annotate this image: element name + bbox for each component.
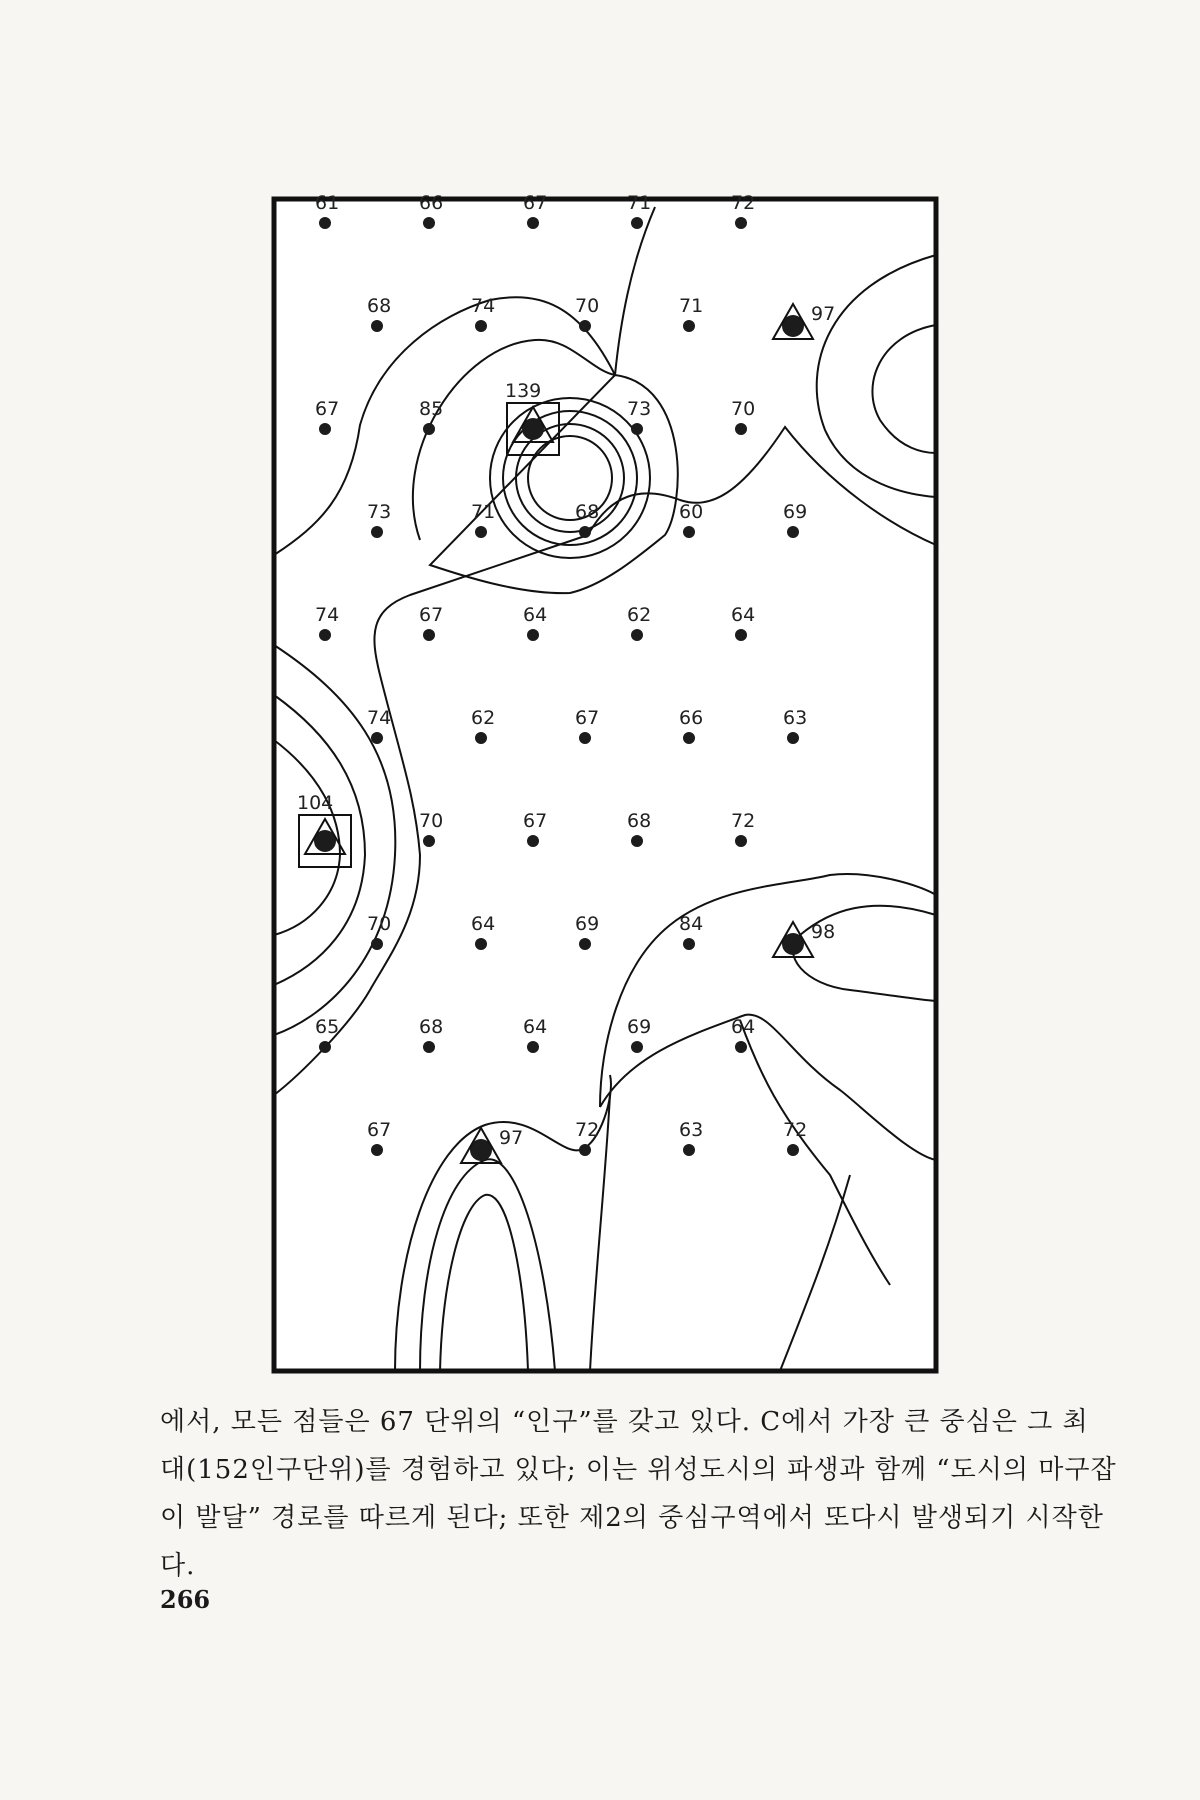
point-dot <box>683 526 695 538</box>
point-label: 84 <box>679 913 704 935</box>
point-dot <box>423 835 435 847</box>
point-label: 69 <box>575 913 600 935</box>
point-label: 70 <box>419 810 444 832</box>
point-label: 68 <box>627 810 652 832</box>
point-label: 67 <box>575 707 600 729</box>
point-dot <box>371 526 383 538</box>
point-dot <box>735 1041 747 1053</box>
point-label: 70 <box>731 398 756 420</box>
point-label: 64 <box>471 913 496 935</box>
point-label: 63 <box>679 1119 704 1141</box>
caption-line: 다. <box>160 1551 196 1581</box>
point-label: 67 <box>523 195 548 214</box>
point-label: 72 <box>783 1119 808 1141</box>
point-dot <box>683 1144 695 1156</box>
point-label: 67 <box>419 604 444 626</box>
point-dot <box>527 217 539 229</box>
caption-line: 에서, 모든 점들은 67 단위의 “인구”를 갖고 있다. C에서 가장 큰 중심은 그 최 <box>160 1407 1089 1437</box>
point-label: 97 <box>811 303 836 325</box>
point-label: 98 <box>811 921 836 943</box>
point-dot <box>475 732 487 744</box>
point-label: 72 <box>575 1119 600 1141</box>
point-dot <box>579 1144 591 1156</box>
point-dot <box>371 732 383 744</box>
point-dot <box>735 423 747 435</box>
point-dot <box>371 938 383 950</box>
point-label: 64 <box>731 604 756 626</box>
point-dot <box>787 1144 799 1156</box>
point-dot <box>735 835 747 847</box>
point-dot <box>579 526 591 538</box>
point-dot <box>423 1041 435 1053</box>
point-dot <box>631 629 643 641</box>
point-label: 73 <box>367 501 392 523</box>
point-label: 71 <box>471 501 496 523</box>
page-number: 266 <box>160 1585 211 1614</box>
point-dot <box>319 423 331 435</box>
point-dot <box>683 320 695 332</box>
point-dot <box>319 629 331 641</box>
point-dot <box>631 1041 643 1053</box>
point-label: 67 <box>523 810 548 832</box>
isoline-map <box>270 195 940 1375</box>
point-dot <box>423 217 435 229</box>
point-dot <box>423 629 435 641</box>
point-label: 65 <box>315 1016 340 1038</box>
point-label: 104 <box>297 792 334 814</box>
point-dot <box>319 217 331 229</box>
point-dot <box>423 423 435 435</box>
point-label: 66 <box>419 195 444 214</box>
point-dot <box>631 423 643 435</box>
point-label: 74 <box>315 604 340 626</box>
point-label: 68 <box>419 1016 444 1038</box>
point-dot <box>371 320 383 332</box>
point-dot <box>631 217 643 229</box>
point-label: 61 <box>315 195 340 214</box>
point-label: 70 <box>367 913 392 935</box>
point-label: 69 <box>627 1016 652 1038</box>
point-dot <box>787 526 799 538</box>
point-label: 73 <box>627 398 652 420</box>
map-frame <box>274 199 936 1371</box>
point-label: 64 <box>523 1016 548 1038</box>
point-label: 68 <box>367 295 392 317</box>
point-label: 71 <box>679 295 704 317</box>
point-label: 70 <box>575 295 600 317</box>
point-label: 74 <box>471 295 496 317</box>
point-label: 69 <box>783 501 808 523</box>
caption-line: 대(152인구단위)를 경험하고 있다; 이는 위성도시의 파생과 함께 “도시의 마구잡 <box>160 1455 1117 1485</box>
point-dot <box>319 1041 331 1053</box>
isoline-map-figure <box>270 195 940 1375</box>
point-label: 66 <box>679 707 704 729</box>
point-label: 62 <box>627 604 652 626</box>
point-label: 97 <box>499 1127 524 1149</box>
caption-line: 이 발달” 경로를 따르게 된다; 또한 제2의 중심구역에서 또다시 발생되기 시작한 <box>160 1503 1104 1533</box>
point-label: 64 <box>523 604 548 626</box>
point-label: 72 <box>731 195 756 214</box>
point-label: 60 <box>679 501 704 523</box>
point-dot <box>683 938 695 950</box>
point-dot <box>475 320 487 332</box>
caption-text <box>160 1398 1117 1590</box>
point-dot <box>579 732 591 744</box>
point-dot <box>735 629 747 641</box>
point-label: 72 <box>731 810 756 832</box>
point-dot <box>527 629 539 641</box>
point-dot <box>579 320 591 332</box>
point-label: 68 <box>575 501 600 523</box>
point-label: 67 <box>315 398 340 420</box>
point-dot <box>475 526 487 538</box>
point-dot <box>683 732 695 744</box>
point-label: 63 <box>783 707 808 729</box>
point-dot <box>527 835 539 847</box>
point-dot <box>475 938 487 950</box>
point-label: 139 <box>505 380 542 402</box>
point-label: 85 <box>419 398 444 420</box>
point-dot <box>631 835 643 847</box>
point-label: 67 <box>367 1119 392 1141</box>
point-dot <box>787 732 799 744</box>
point-dot <box>735 217 747 229</box>
point-label: 71 <box>627 195 652 214</box>
point-dot <box>579 938 591 950</box>
point-dot <box>371 1144 383 1156</box>
point-label: 62 <box>471 707 496 729</box>
point-dot <box>527 1041 539 1053</box>
point-label: 74 <box>367 707 392 729</box>
point-label: 64 <box>731 1016 756 1038</box>
